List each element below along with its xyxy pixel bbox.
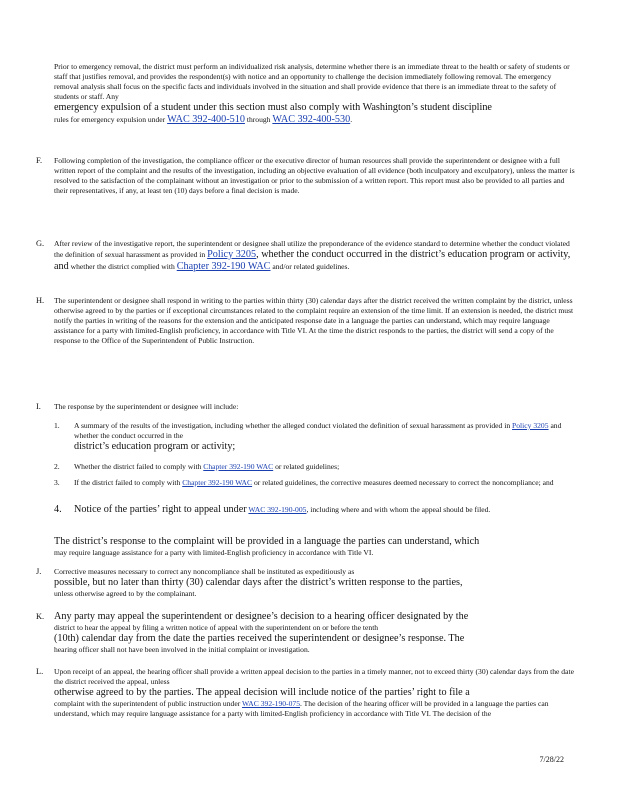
text: unless otherwise agreed to by the complainant. [54, 589, 197, 598]
section-h [36, 296, 578, 346]
section-i [36, 402, 578, 412]
response-language-note [54, 536, 578, 558]
section-l [36, 667, 578, 719]
wac-link[interactable]: WAC 392-190-005 [248, 505, 307, 514]
text: and whether the conduct occurred in the [74, 421, 562, 440]
wac-link[interactable]: WAC 392-400-510 [167, 114, 245, 125]
text: . [350, 115, 353, 124]
wac-link[interactable]: WAC 392-400-530 [272, 114, 351, 125]
text: , whether the conduct occurred in the district’s education program or activity, and [54, 249, 571, 272]
section-f [36, 156, 578, 196]
text: hearing officer shall not have been involved in the initial complaint or investigation. [54, 645, 310, 654]
wac-link[interactable]: WAC 392-190-075 [241, 699, 300, 708]
text: If the district failed to comply with [74, 478, 181, 487]
text: Whether the district failed to comply with [74, 462, 202, 471]
text: After review of the investigative report, the superintendent or designee shall utilize the preponderance of the evidence standard to determine whether the conduct violated the definition of sexual harassment as provided in [54, 239, 570, 259]
section-g [36, 239, 578, 273]
text: Upon receipt of an appeal, the hearing officer shall provide a written appeal decision to the parties in a timely manner, not to exceed thirty (30) calendar days from the date the district received the appeal, unless [54, 667, 574, 686]
text: , including where and with whom the appeal should be filed. [306, 505, 491, 514]
chapter-link[interactable]: Chapter 392-190 WAC [176, 261, 271, 272]
text: (10th) calendar day from the date the parties received the superintendent or designee’s response. The [54, 633, 465, 644]
section-label: F. [36, 156, 43, 165]
text: Corrective measures necessary to correct any noncompliance shall be instituted as expeditiously as [54, 567, 355, 576]
section-label: G. [36, 239, 45, 248]
chapter-link[interactable]: Chapter 392-190 WAC [182, 478, 253, 487]
text: district to hear the appeal by filing a written notice of appeal with the superintendent on or before the tenth [54, 623, 379, 632]
footer-date: 7/28/22 [539, 755, 564, 764]
text: . The decision of the hearing officer will be provided in a language the parties can understand, which may require language assistance for a party with limited-English proficiency in accordance with Title VI. The decision of the [54, 699, 549, 718]
section-intro: The response by the superintendent or designee will include: [54, 402, 239, 411]
text: Prior to emergency removal, the district must perform an individualized risk analysis, determine whether there is an immediate threat to the health or safety of students or staff that justifies removal, and provides the respondent(s) with notice and an opportunity to challenge the decision immediately following removal. The emergency removal analysis shall focus on the specific facts and individuals involved in the situation and shall provide evidence that there is an immediate threat to the safety of students or staff. Any [54, 62, 570, 101]
text: whether the district complied with [70, 262, 175, 271]
item-number: 1. [54, 421, 60, 430]
text: may require language assistance for a party with limited-English proficiency in accordance with Title VI. [54, 548, 374, 557]
text: and/or related guidelines. [272, 262, 350, 271]
text: A summary of the results of the investigation, including whether the alleged conduct violated the definition of sexual harassment as provided in [74, 421, 511, 430]
text: otherwise agreed to by the parties. The appeal decision will include notice of the parties’ right to file a [54, 687, 470, 698]
section-label: I. [36, 402, 41, 411]
list-item [54, 421, 578, 453]
text: through [246, 115, 271, 124]
item-number: 3. [54, 478, 60, 487]
policy-link[interactable]: Policy 3205 [512, 421, 549, 430]
text: possible, but no later than thirty (30) calendar days after the district’s written response to the parties, [54, 577, 463, 588]
section-k [36, 611, 578, 655]
emergency-removal-paragraph [54, 62, 578, 126]
section-j [36, 567, 578, 599]
chapter-link[interactable]: Chapter 392-190 WAC [203, 462, 274, 471]
section-label: J. [36, 567, 42, 576]
text: or related guidelines; [275, 462, 340, 471]
item-number: 2. [54, 462, 60, 471]
list-item [54, 478, 578, 488]
section-label: H. [36, 296, 45, 305]
policy-link[interactable]: Policy 3205 [207, 249, 257, 260]
list-item [54, 504, 578, 516]
text: complaint with the superintendent of public instruction under [54, 699, 241, 708]
text: emergency expulsion of a student under this section must also comply with Washington’s student discipline [54, 102, 492, 113]
text: Any party may appeal the superintendent or designee’s decision to a hearing officer designated by the [54, 611, 469, 622]
list-item [54, 462, 578, 472]
section-label: K. [36, 612, 45, 621]
text: Notice of the parties’ right to appeal under [74, 504, 247, 515]
section-text: Following completion of the investigation, the compliance officer or the executive director of human resources shall provide the superintendent or designee with a full written report of the complaint and the results of the investigation, including an objective evaluation of all evidence (both inculpatory and exculpatory), unless the matter is resolved to the satisfaction of the complainant without an investigation or prior to the submission of a written report. This report must also be provided to all parties and their representatives, if any, at least ten (10) days before a final decision is made. [54, 156, 575, 195]
text: district’s education program or activity; [74, 441, 236, 452]
text: The district’s response to the complaint will be provided in a language the parties can understand, which [54, 536, 480, 547]
text: or related guidelines, the corrective measures deemed necessary to correct the noncompliance; and [254, 478, 554, 487]
text: rules for emergency expulsion under [54, 115, 166, 124]
section-label: L. [36, 667, 44, 676]
item-number: 4. [54, 504, 62, 515]
section-text: The superintendent or designee shall respond in writing to the parties within thirty (30) calendar days after the district received the written complaint by the district, unless otherwise agreed to by the parties or if exceptional circumstances related to the complaint require an extension of the time limit. If an extension is needed, the district must notify the parties in writing of the reasons for the extension and the anticipated response date in a language the parties can understand, which may require language assistance for a party with limited-English proficiency, in accordance with Title VI. At the time the district responds to the parties, the district will send a copy of the response to the Office of the Superintendent of Public Instruction. [54, 296, 574, 345]
